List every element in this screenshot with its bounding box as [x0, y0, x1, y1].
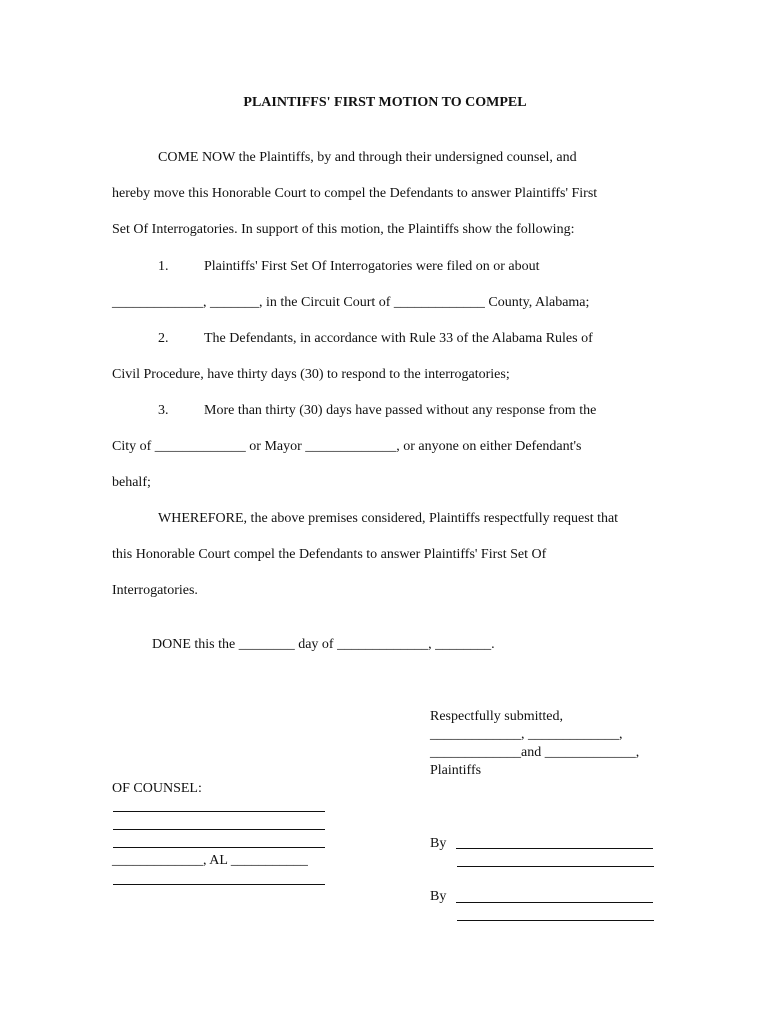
signature-line-2a [456, 902, 653, 903]
counsel-blank-line-1 [113, 811, 325, 812]
signature-line-2b [457, 920, 654, 921]
plaintiffs-label: Plaintiffs [430, 763, 482, 778]
attorney-names-line-1: _____________, _____________, [430, 727, 623, 742]
item-3-number: 3. [158, 403, 169, 418]
of-counsel-label: OF COUNSEL: [112, 781, 202, 796]
done-line: DONE this the ________ day of _____________, ________. [152, 637, 495, 652]
item-1-line-2: _____________, _______, in the Circuit Court of _____________ County, Alabama; [112, 295, 590, 310]
signature-line-1b [457, 866, 654, 867]
attorney-names-line-2: _____________and _____________, [430, 745, 640, 760]
item-2-line-2: Civil Procedure, have thirty days (30) to respond to the interrogatories; [112, 367, 510, 382]
wherefore-line-3: Interrogatories. [112, 583, 198, 598]
intro-line-1: COME NOW the Plaintiffs, by and through their undersigned counsel, and [158, 150, 577, 165]
wherefore-line-1: WHEREFORE, the above premises considered, Plaintiffs respectfully request that [158, 511, 619, 526]
document-title: PLAINTIFFS' FIRST MOTION TO COMPEL [243, 95, 527, 110]
counsel-city-state-line: _____________, AL ___________ [112, 853, 308, 868]
item-3-line-2: City of _____________ or Mayor _____________, or anyone on either Defendant's [112, 439, 582, 454]
intro-line-3: Set Of Interrogatories. In support of this motion, the Plaintiffs show the following: [112, 222, 575, 237]
item-1-line-1: Plaintiffs' First Set Of Interrogatories were filed on or about [204, 259, 540, 274]
intro-line-2: hereby move this Honorable Court to compel the Defendants to answer Plaintiffs' First [112, 186, 598, 201]
respectfully-submitted: Respectfully submitted, [430, 709, 563, 724]
item-3-line-3: behalf; [112, 475, 151, 490]
item-2-number: 2. [158, 331, 169, 346]
item-3-line-1: More than thirty (30) days have passed without any response from the [204, 403, 597, 418]
by-label-2: By [430, 889, 447, 904]
item-2-line-1: The Defendants, in accordance with Rule 33 of the Alabama Rules of [204, 331, 593, 346]
counsel-blank-line-2 [113, 829, 325, 830]
counsel-blank-line-3 [113, 847, 325, 848]
by-label-1: By [430, 836, 447, 851]
item-1-number: 1. [158, 259, 169, 274]
wherefore-line-2: this Honorable Court compel the Defendants to answer Plaintiffs' First Set Of [112, 547, 547, 562]
counsel-blank-line-4 [113, 884, 325, 885]
signature-line-1a [456, 848, 653, 849]
